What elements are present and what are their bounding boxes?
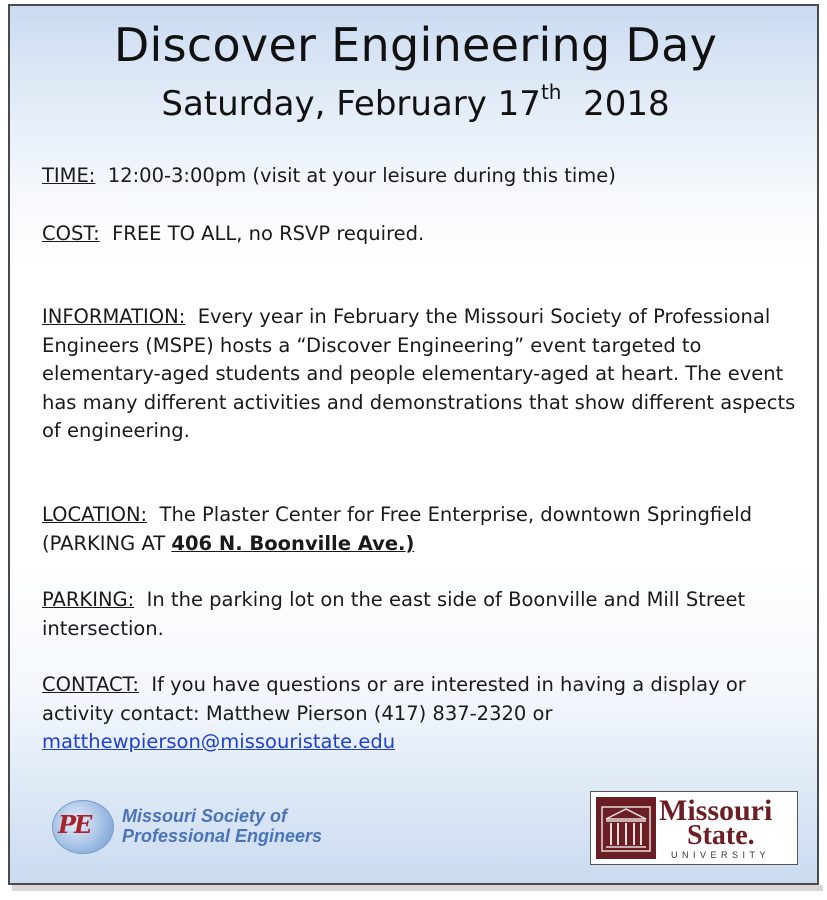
mspe-letters: PE xyxy=(58,810,91,839)
page-title: Discover Engineering Day xyxy=(113,18,718,72)
mspe-logo xyxy=(50,796,430,856)
msu-line3: UNIVERSITY xyxy=(671,850,771,860)
parking-section xyxy=(42,586,802,643)
flyer xyxy=(8,4,819,885)
location-text: The Plaster Center for Free Enterprise, downtown Springfield (PARKING AT xyxy=(42,503,752,555)
contact-section xyxy=(42,671,802,757)
information-text: Every year in February the Missouri Society of Professional Engineers (MSPE) hosts a “Discover Engineering” event targeted to elementary-aged students and people elementary-aged at heart. The event has many different activities and demonstrations that show different aspects of engineering. xyxy=(42,305,796,442)
cost-label: COST: xyxy=(42,222,100,245)
missouri-state-logo xyxy=(590,791,798,865)
parking-text: In the parking lot on the east side of Boonville and Mill Street intersection. xyxy=(42,588,746,640)
date-suffix: th xyxy=(540,80,562,104)
page-shadow xyxy=(12,885,823,891)
time-section xyxy=(42,162,802,191)
contact-text: If you have questions or are interested in having a display or activity contact: Matthew Pierson (417) 837-2320 or xyxy=(42,673,746,725)
time-text: 12:00-3:00pm (visit at your leisure during this time) xyxy=(107,164,616,187)
information-label: INFORMATION: xyxy=(42,305,186,328)
time-label: TIME: xyxy=(42,164,96,187)
location-section xyxy=(42,501,802,558)
mspe-name xyxy=(122,806,322,846)
parking-label: PARKING: xyxy=(42,588,135,611)
contact-email-link[interactable]: matthewpierson@missouristate.edu xyxy=(42,730,396,753)
location-label: LOCATION: xyxy=(42,503,148,526)
date-year: 2018 xyxy=(583,84,670,124)
contact-label: CONTACT: xyxy=(42,673,139,696)
cost-section xyxy=(42,220,802,249)
msu-line1: Missouri xyxy=(659,794,773,827)
mspe-line1: Missouri Society of xyxy=(122,806,288,826)
location-address: 406 N. Boonville Ave.) xyxy=(171,531,415,555)
event-date xyxy=(10,80,821,124)
information-section xyxy=(42,303,802,446)
date-prefix: Saturday, February 17 xyxy=(161,84,541,124)
mspe-line2: Professional Engineers xyxy=(122,826,323,846)
cost-text: FREE TO ALL, no RSVP required. xyxy=(112,222,425,245)
msu-line2: State. xyxy=(687,820,755,851)
building-icon xyxy=(596,797,656,859)
